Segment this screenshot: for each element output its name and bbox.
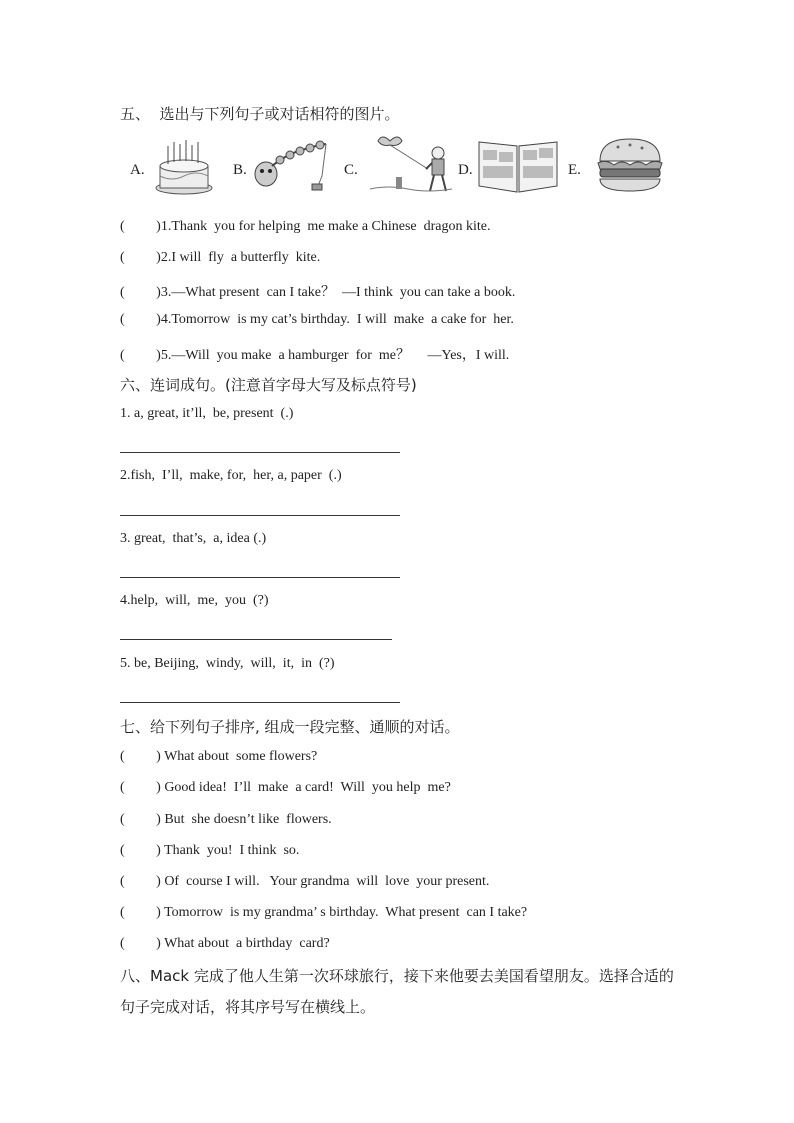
- section7-heading: 七、给下列句子排序, 组成一段完整、通顺的对话。: [120, 718, 460, 736]
- section7-item-1: ( ) What about some flowers?: [120, 749, 318, 764]
- picture-label-b: B.: [233, 162, 247, 178]
- answer-line-2[interactable]: [120, 515, 400, 516]
- section7-item-3: ( ) But she doesn’t like flowers.: [120, 812, 332, 827]
- picture-label-e: E.: [568, 162, 581, 178]
- answer-line-4[interactable]: [120, 639, 392, 640]
- section7-item-5: ( ) Of course I will. Your grandma will love your present.: [120, 874, 490, 889]
- picture-label-d: D.: [458, 162, 473, 178]
- butterfly-kite-boy-icon: [368, 133, 452, 197]
- section5-item-3: ( )3.—What present can I take？ —I think you can take a book.: [120, 285, 516, 300]
- birthday-cake-icon: [152, 136, 216, 196]
- picture-label-c: C.: [344, 162, 358, 178]
- section6-item-2: 2.fish, I’ll, make, for, her, a, paper (.): [120, 468, 342, 483]
- section5-item-2: ( )2.I will fly a butterfly kite.: [120, 250, 321, 265]
- section5-item-4: ( )4.Tomorrow is my cat’s birthday. I will make a cake for her.: [120, 312, 514, 327]
- picture-label-a: A.: [130, 162, 145, 178]
- dragon-kite-icon: [252, 136, 332, 198]
- open-book-icon: [477, 136, 559, 194]
- section6-item-3: 3. great, that’s, a, idea (.): [120, 531, 267, 546]
- section8-heading: 八、Mack 完成了他人生第一次环球旅行，接下来他要去美国看望朋友。选择合适的句子完成对话，将其序号写在横线上。: [120, 967, 674, 1016]
- section7-item-2: ( ) Good idea! I’ll make a card! Will you help me?: [120, 780, 451, 795]
- section7-item-4: ( ) Thank you! I think so.: [120, 843, 300, 858]
- section5-heading: 五、 选出与下列句子或对话相符的图片。: [120, 105, 400, 123]
- section6-heading: 六、连词成句。(注意首字母大写及标点符号): [120, 376, 417, 394]
- answer-line-1[interactable]: [120, 452, 400, 453]
- section5-item-5: ( )5.—Will you make a hamburger for me？ —Yes，I will.: [120, 348, 510, 363]
- section6-item-5: 5. be, Beijing, windy, will, it, in (?): [120, 656, 335, 671]
- section7-item-6: ( ) Tomorrow is my grandma’ s birthday. What present can I take?: [120, 905, 528, 920]
- answer-line-3[interactable]: [120, 577, 400, 578]
- section5-item-1: ( )1.Thank you for helping me make a Chinese dragon kite.: [120, 219, 491, 234]
- section7-item-7: ( ) What about a birthday card?: [120, 936, 330, 951]
- section6-item-4: 4.help, will, me, you (?): [120, 593, 269, 608]
- hamburger-icon: [594, 135, 666, 195]
- section6-item-1: 1. a, great, it’ll, be, present (.): [120, 406, 294, 421]
- answer-line-5[interactable]: [120, 702, 400, 703]
